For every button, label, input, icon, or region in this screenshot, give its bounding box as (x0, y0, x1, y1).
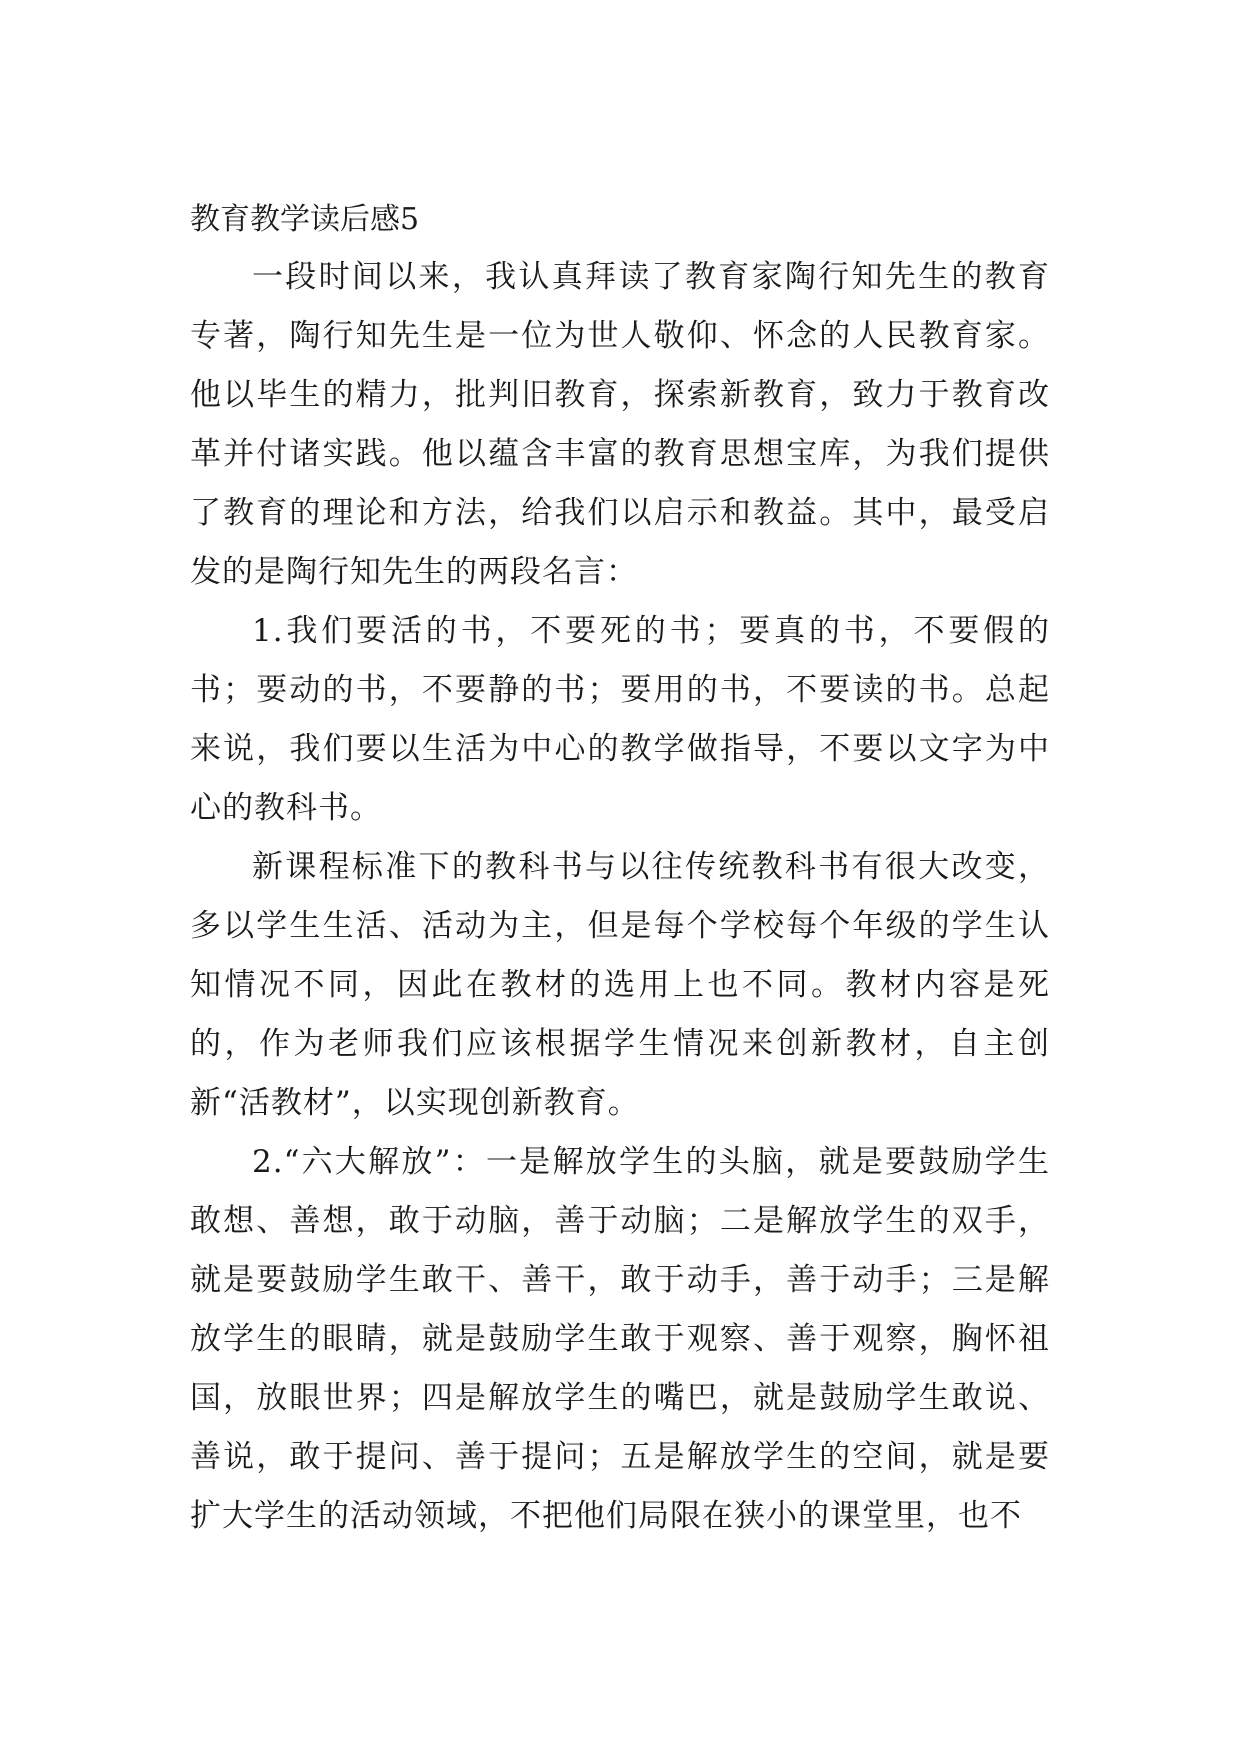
paragraph-six-liberations: 2.“六大解放”：一是解放学生的头脑，就是要鼓励学生敢想、善想，敢于动脑，善于动脑；二是解放学生的双手，就是要鼓励学生敢干、善干，敢于动手，善于动手；三是解放学生的眼睛，就是鼓励学生敢于观察、善于观察，胸怀祖国，放眼世界；四是解放学生的嘴巴，就是鼓励学生敢说、善说，敢于提问、善于提问；五是解放学生的空间，就是要扩大学生的活动领域，不把他们局限在狭小的课堂里，也不 (190, 1144, 1050, 1534)
document-page (190, 192, 1050, 1546)
paragraph-new-curriculum: 新课程标准下的教科书与以往传统教科书有很大改变，多以学生生活、活动为主，但是每个学校每个年级的学生认知情况不同，因此在教材的选用上也不同。教材内容是死的，作为老师我们应该根据学生情况来创新教材，自主创新“活教材”，以实现创新教育。 (190, 849, 1050, 1121)
paragraph-intro: 一段时间以来，我认真拜读了教育家陶行知先生的教育专著，陶行知先生是一位为世人敬仰、怀念的人民教育家。他以毕生的精力，批判旧教育，探索新教育，致力于教育改革并付诸实践。他以蕴含丰富的教育思想宝库，为我们提供了教育的理论和方法，给我们以启示和教益。其中，最受启发的是陶行知先生的两段名言： (190, 259, 1050, 590)
paragraph-quote-1: 1.我们要活的书，不要死的书；要真的书，不要假的书；要动的书，不要静的书；要用的书，不要读的书。总起来说，我们要以生活为中心的教学做指导，不要以文字为中心的教科书。 (190, 613, 1050, 826)
document-title: 教育教学读后感5 (190, 202, 420, 237)
